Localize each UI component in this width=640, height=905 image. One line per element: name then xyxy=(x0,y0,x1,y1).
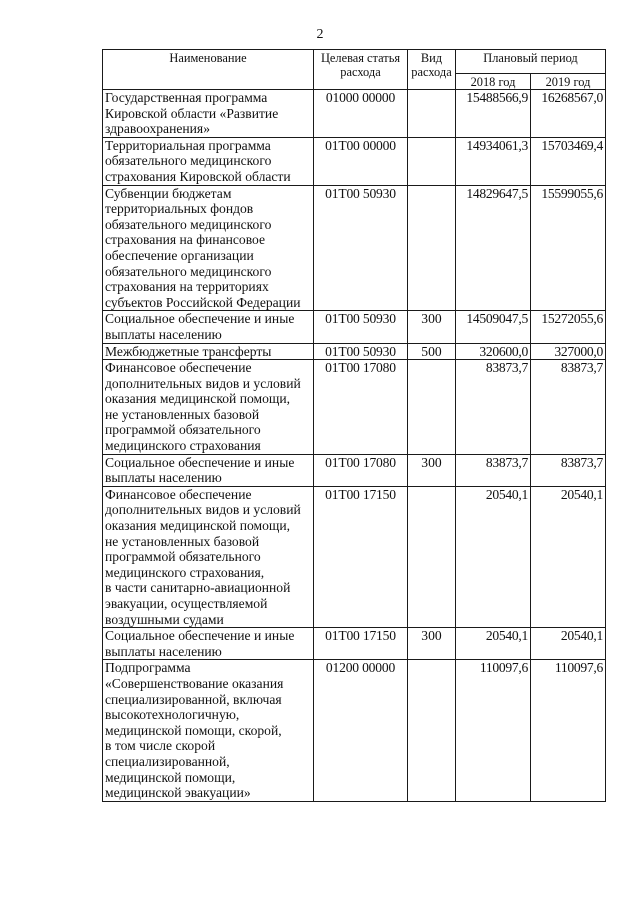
budget-table xyxy=(102,49,606,802)
row-value-2018: 20540,1 xyxy=(456,628,531,660)
row-value-2019: 20540,1 xyxy=(531,486,606,627)
row-expense-kind xyxy=(408,137,456,185)
row-value-2018: 15488566,9 xyxy=(456,90,531,138)
row-target-article: 01Т00 17080 xyxy=(314,360,408,455)
table-row xyxy=(103,137,606,185)
row-target-article: 01Т00 17150 xyxy=(314,628,408,660)
row-name: Социальное обеспечение и иные выплаты населению xyxy=(103,311,314,343)
row-value-2018: 14829647,5 xyxy=(456,185,531,311)
row-expense-kind: 300 xyxy=(408,628,456,660)
row-name: Межбюджетные трансферты xyxy=(103,343,314,360)
row-expense-kind xyxy=(408,90,456,138)
row-expense-kind: 300 xyxy=(408,454,456,486)
row-target-article: 01200 00000 xyxy=(314,660,408,801)
page-number: 2 xyxy=(316,27,324,42)
table-row xyxy=(103,360,606,455)
row-value-2019: 15599055,6 xyxy=(531,185,606,311)
header-planned-period: Плановый период xyxy=(456,50,606,74)
row-expense-kind xyxy=(408,185,456,311)
table-body xyxy=(103,90,606,802)
row-expense-kind: 300 xyxy=(408,311,456,343)
row-target-article: 01Т00 17080 xyxy=(314,454,408,486)
row-name: Социальное обеспечение и иные выплаты населению xyxy=(103,454,314,486)
row-value-2018: 110097,6 xyxy=(456,660,531,801)
row-value-2018: 83873,7 xyxy=(456,360,531,455)
row-value-2018: 83873,7 xyxy=(456,454,531,486)
row-target-article: 01Т00 17150 xyxy=(314,486,408,627)
table-header xyxy=(103,50,606,90)
row-value-2018: 14934061,3 xyxy=(456,137,531,185)
row-target-article: 01Т00 00000 xyxy=(314,137,408,185)
table-row xyxy=(103,628,606,660)
row-name: Подпрограмма «Совершенствование оказания специализированной, включая высокотехнологичную, медицинской помощи, скорой, в том числе скорой специализированной, медицинской помощи, медицинской эвакуации» xyxy=(103,660,314,801)
row-value-2019: 15703469,4 xyxy=(531,137,606,185)
row-target-article: 01Т00 50930 xyxy=(314,311,408,343)
row-name: Государственная программа Кировской области «Развитие здравоохранения» xyxy=(103,90,314,138)
header-target-article: Целевая статья расхода xyxy=(314,50,408,90)
row-expense-kind xyxy=(408,486,456,627)
row-name: Финансовое обеспечение дополнительных видов и условий оказания медицинской помощи, не установленных базовой программой обязательного медицинского страхования xyxy=(103,360,314,455)
header-year-2019: 2019 год xyxy=(531,74,606,90)
table-row xyxy=(103,90,606,138)
table-row xyxy=(103,185,606,311)
header-expense-kind: Вид расхода xyxy=(408,50,456,90)
table-row xyxy=(103,454,606,486)
row-value-2019: 83873,7 xyxy=(531,360,606,455)
header-row xyxy=(103,50,606,74)
row-expense-kind: 500 xyxy=(408,343,456,360)
row-value-2019: 83873,7 xyxy=(531,454,606,486)
row-value-2018: 320600,0 xyxy=(456,343,531,360)
row-value-2019: 15272055,6 xyxy=(531,311,606,343)
row-target-article: 01Т00 50930 xyxy=(314,185,408,311)
row-expense-kind xyxy=(408,360,456,455)
row-target-article: 01Т00 50930 xyxy=(314,343,408,360)
row-name: Субвенции бюджетам территориальных фондов обязательного медицинского страхования на финансовое обеспечение организации обязательного медицинского страхования на территориях субъектов Российской Федерации xyxy=(103,185,314,311)
row-expense-kind xyxy=(408,660,456,801)
row-value-2019: 16268567,0 xyxy=(531,90,606,138)
row-value-2019: 327000,0 xyxy=(531,343,606,360)
row-target-article: 01000 00000 xyxy=(314,90,408,138)
row-name: Социальное обеспечение и иные выплаты населению xyxy=(103,628,314,660)
header-year-2018: 2018 год xyxy=(456,74,531,90)
table-row xyxy=(103,486,606,627)
row-name: Территориальная программа обязательного медицинского страхования Кировской области xyxy=(103,137,314,185)
table-row xyxy=(103,343,606,360)
row-value-2018: 20540,1 xyxy=(456,486,531,627)
table-row xyxy=(103,311,606,343)
row-name: Финансовое обеспечение дополнительных видов и условий оказания медицинской помощи, не установленных базовой программой обязательного медицинского страхования, в части санитарно-авиационной эвакуации, осуществляемой воздушными судами xyxy=(103,486,314,627)
table-row xyxy=(103,660,606,801)
row-value-2019: 20540,1 xyxy=(531,628,606,660)
header-name: Наименование xyxy=(103,50,314,90)
row-value-2018: 14509047,5 xyxy=(456,311,531,343)
row-value-2019: 110097,6 xyxy=(531,660,606,801)
